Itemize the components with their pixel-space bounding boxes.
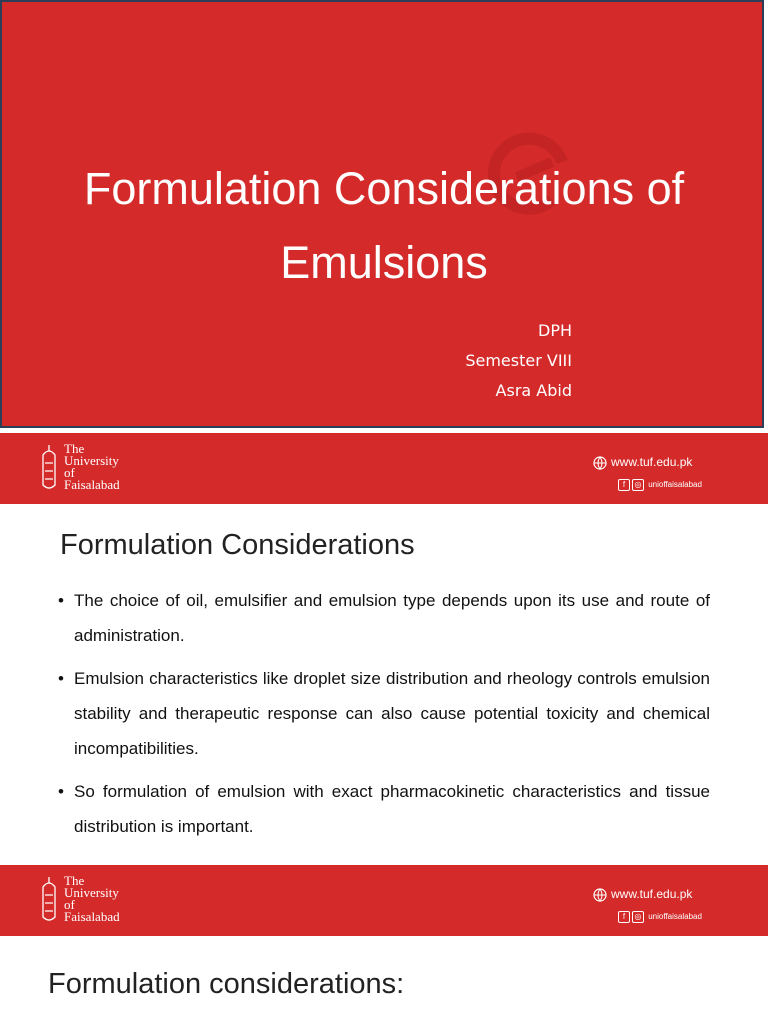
social-links[interactable] xyxy=(618,911,702,923)
semester: Semester VIII xyxy=(465,351,572,370)
title-slide xyxy=(0,0,764,428)
university-banner xyxy=(0,433,768,504)
social-handle: unioffaisalabad xyxy=(648,480,702,490)
university-crest-icon xyxy=(38,873,60,928)
next-slide-title: Formulation considerations: xyxy=(48,968,405,1000)
bullet-item: • The choice of oil, emulsifier and emulsion type depends upon its use and route of administration. xyxy=(58,583,710,653)
slide-title xyxy=(2,152,766,300)
social-links[interactable] xyxy=(618,479,702,491)
website-link[interactable]: www.tuf.edu.pk xyxy=(592,887,692,902)
university-crest-icon xyxy=(38,441,60,496)
instagram-icon[interactable]: ◎ xyxy=(632,911,644,923)
bullet-item: • Emulsion characteristics like droplet size distribution and rheology controls emulsion stability and therapeutic response can also cause potential toxicity and chemical incompatibilities. xyxy=(58,661,710,766)
website-link[interactable]: www.tuf.edu.pk xyxy=(592,455,692,470)
instagram-icon[interactable]: ◎ xyxy=(632,479,644,491)
university-name: The University of Faisalabad xyxy=(64,441,120,492)
bullet-list xyxy=(58,583,710,852)
bullet-item: • So formulation of emulsion with exact pharmacokinetic characteristics and tissue distribution is important. xyxy=(58,774,710,844)
content-slide xyxy=(0,505,768,865)
slide-subtitle xyxy=(465,316,572,406)
author: Asra Abid xyxy=(495,381,572,400)
globe-icon xyxy=(592,888,608,902)
facebook-icon[interactable]: f xyxy=(618,479,630,491)
university-banner xyxy=(0,865,768,936)
globe-icon xyxy=(592,456,608,470)
university-name: The University of Faisalabad xyxy=(64,873,120,924)
content-slide-title: Formulation Considerations xyxy=(60,529,415,561)
course-code: DPH xyxy=(538,321,572,340)
facebook-icon[interactable]: f xyxy=(618,911,630,923)
title-line-2: Emulsions xyxy=(280,237,488,288)
title-line-1: Formulation Considerations of xyxy=(83,163,685,214)
social-handle: unioffaisalabad xyxy=(648,912,702,922)
